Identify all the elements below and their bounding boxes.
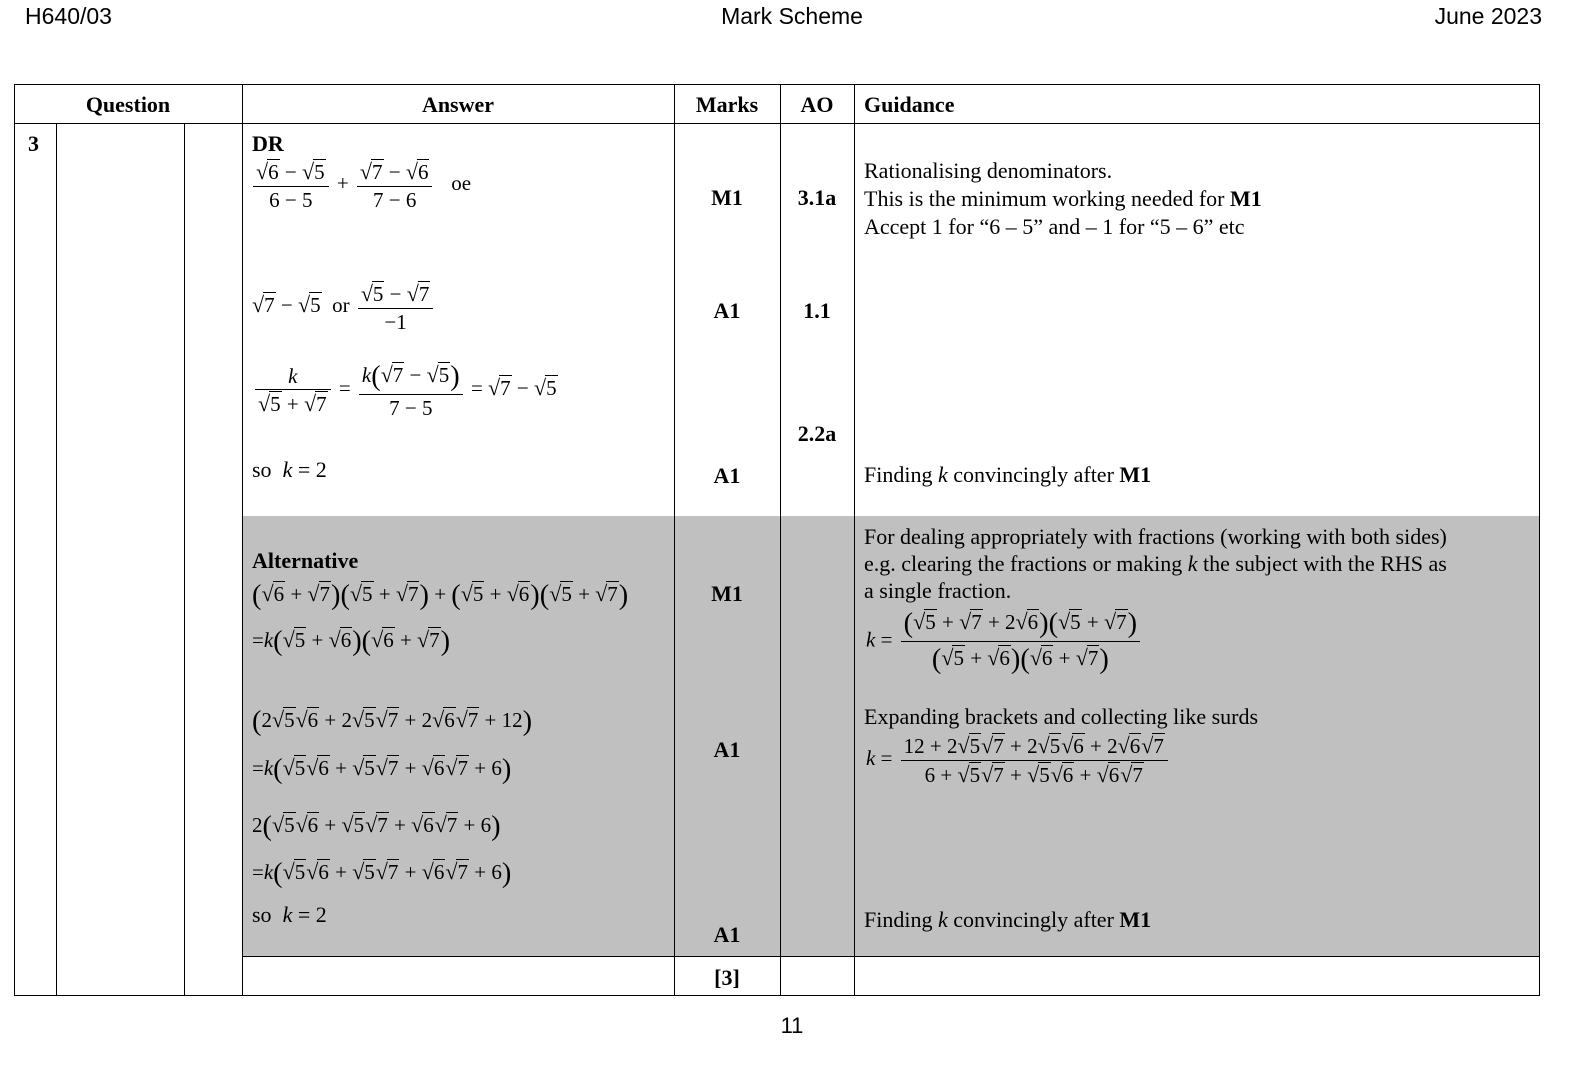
answer-alt-factored-2: =k(√5√6 + √5√7 + √6√7 + 6)	[252, 858, 512, 889]
answer-alt-line2: =k(√5 + √6)(√6 + √7)	[252, 626, 451, 657]
header-guidance: Guidance	[864, 92, 955, 117]
answer-alt-line1: (√6 + √7)(√5 + √7) + (√5 + √6)(√5 + √7)	[252, 580, 629, 611]
page-number: 11	[780, 1013, 804, 1038]
answer-alt-expanded-1: (2√5√6 + 2√5√7 + 2√6√7 + 12)	[252, 706, 533, 737]
ao-2-2a: 2.2a	[797, 421, 837, 446]
alternative-label: Alternative	[252, 548, 359, 573]
header-marks: Marks	[695, 92, 759, 117]
exam-code: H640/03	[25, 3, 112, 29]
guidance-fractions: For dealing appropriately with fractions (working with both sides) e.g. clearing the fractions or making k the subject with the RHS as a single fraction.	[864, 524, 1447, 603]
answer-alt-factored-1: 2(√5√6 + √5√7 + √6√7 + 6)	[252, 811, 501, 842]
header-question: Question	[85, 92, 171, 117]
mark-m1-dr: M1	[711, 185, 743, 210]
answer-alt-expanded-2: =k(√5√6 + √5√7 + √6√7 + 6)	[252, 754, 512, 785]
mark-a1-dr-final: A1	[713, 463, 741, 488]
question-number: 3	[28, 131, 39, 156]
guidance-expanding: Expanding brackets and collecting like surds	[864, 704, 1259, 729]
answer-alt-k-result: so k = 2	[252, 902, 327, 927]
exam-date: June 2023	[1434, 3, 1542, 29]
ao-1-1: 1.1	[803, 298, 831, 323]
answer-k-result: so k = 2	[252, 457, 327, 482]
mark-a1-dr: A1	[713, 298, 741, 323]
mark-a1-alt: A1	[713, 737, 741, 762]
answer-rationalised-sum: $\frac{√6 - √5}{6 - 5}$ + $\frac{√7 - √6}{7 - 6}$ oe	[250, 158, 471, 213]
dr-label: DR	[252, 131, 284, 156]
mark-a1-alt-final: A1	[713, 922, 741, 947]
header-ao: AO	[800, 92, 834, 117]
guidance-finding-k-alt: Finding k convincingly after M1	[864, 907, 1152, 932]
guidance-k-fraction-2: k = $\frac{12 + 2√5√7 + 2√5√6 + 2√6√7}{6 + √5√7 + √5√6 + √6√7}$	[866, 732, 1171, 788]
guidance-rationalising: Rationalising denominators. This is the minimum working needed for M1 Accept 1 for “6 – 5” and – 1 for “5 – 6” etc	[864, 158, 1262, 239]
total-marks: [3]	[714, 965, 740, 990]
mark-scheme-table	[14, 84, 1540, 1011]
guidance-finding-k: Finding k convincingly after M1	[864, 462, 1152, 487]
mark-m1-alt: M1	[711, 581, 743, 606]
ao-3-1a: 3.1a	[797, 185, 837, 210]
header-answer: Answer	[421, 92, 495, 117]
document-title: Mark Scheme	[721, 3, 863, 29]
guidance-k-fraction-1: k = $\frac{(√5 + √7 + 2√6)(√5 + √7)}{(√5 + √6)(√6 + √7)}$	[866, 606, 1143, 678]
answer-k-equation: $\frac{k}{√5 + √7}$ = $\frac{k(√7 - √5)}{7 - 5}$ = √7 − √5	[252, 359, 558, 422]
answer-simplified: √7 − √5 or $\frac{√5 - √7}{-1}$	[252, 280, 436, 335]
